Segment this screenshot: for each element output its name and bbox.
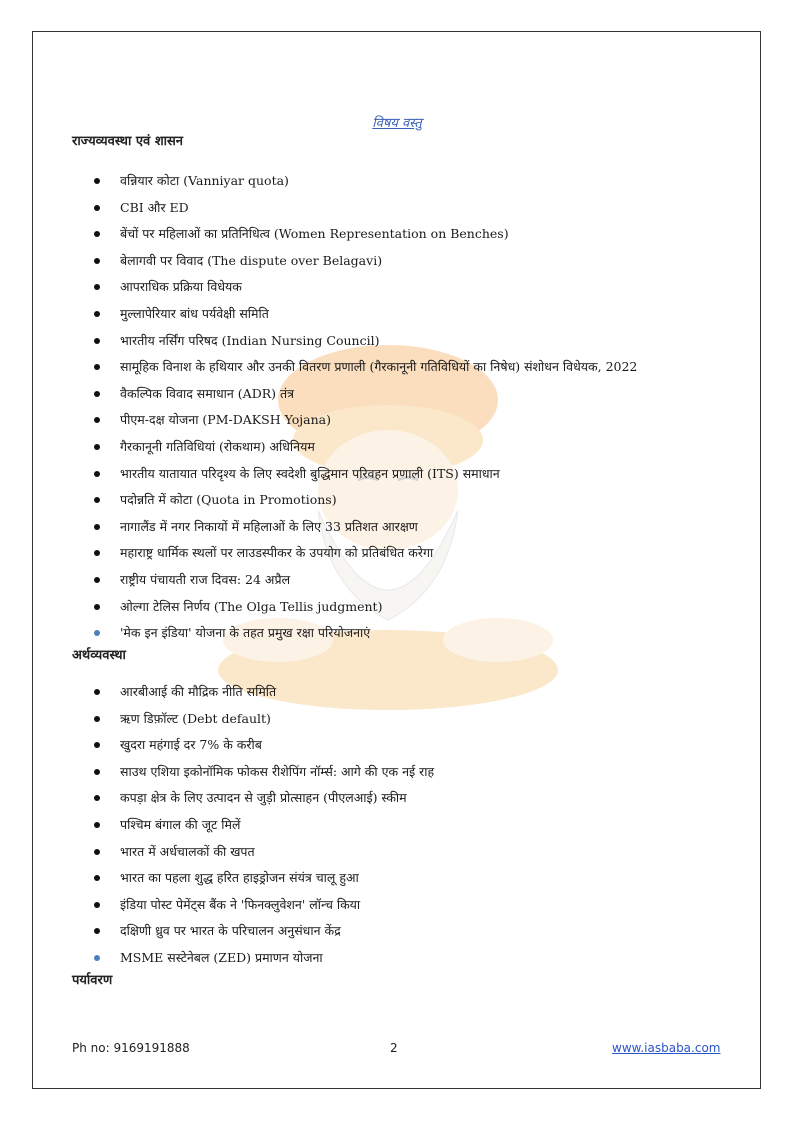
- list-item-text: दक्षिणी ध्रुव पर भारत के परिचालन अनुसंधान केंद्र: [120, 923, 341, 939]
- section-heading: अर्थव्यवस्था: [72, 648, 126, 663]
- list-item-text: 'मेक इन इंडिया' योजना के तहत प्रमुख रक्षा परियोजनाएं: [120, 625, 371, 641]
- footer-website-link[interactable]: www.iasbaba.com: [612, 1041, 721, 1055]
- list-item-text: नागालैंड में नगर निकायों में महिलाओं के लिए 33 प्रतिशत आरक्षण: [120, 518, 418, 534]
- bullet-icon: [94, 769, 100, 775]
- bullet-icon: [94, 258, 100, 264]
- bullet-icon: [94, 444, 100, 450]
- list-item-text: खुदरा महंगाई दर 7% के करीब: [120, 737, 262, 753]
- bullet-icon: [94, 205, 100, 211]
- bullet-icon: [94, 902, 100, 908]
- footer-phone: Ph no: 9169191888: [72, 1041, 190, 1055]
- bullet-icon: [94, 955, 100, 961]
- list-item-text: बेलागवी पर विवाद (The dispute over Belagavi): [120, 252, 383, 268]
- section-heading: राज्यव्यवस्था एवं शासन: [72, 134, 184, 149]
- bullet-icon: [94, 604, 100, 610]
- list-item-text: भारत में अर्धचालकों की खपत: [120, 843, 255, 859]
- bullet-icon: [94, 524, 100, 530]
- list-item-text: CBI और ED: [120, 199, 189, 215]
- list-item-text: MSME सस्टेनेबल (ZED) प्रमाणन योजना: [120, 950, 323, 965]
- bullet-icon: [94, 689, 100, 695]
- list-item-text: भारत का पहला शुद्ध हरित हाइड्रोजन संयंत्र चालू हुआ: [120, 870, 359, 886]
- list-item-text: पीएम-दक्ष योजना (PM-DAKSH Yojana): [120, 412, 331, 428]
- list-item-text: ओल्गा टेलिस निर्णय (The Olga Tellis judgment): [120, 598, 383, 614]
- list-item-text: आरबीआई की मौद्रिक नीति समिति: [120, 684, 277, 699]
- list-item-text: महाराष्ट्र धार्मिक स्थलों पर लाउडस्पीकर के उपयोग को प्रतिबंधित करेगा: [120, 545, 434, 561]
- list-item-text: वैकल्पिक विवाद समाधान (ADR) तंत्र: [120, 385, 295, 401]
- list-item-text: बेंचों पर महिलाओं का प्रतिनिधित्व (Women Representation on Benches): [120, 226, 509, 242]
- bullet-icon: [94, 471, 100, 477]
- section-heading: पर्यावरण: [72, 973, 113, 988]
- list-item-text: गैरकानूनी गतिविधियां (रोकथाम) अधिनियम: [120, 439, 315, 454]
- list-item-text: ऋण डिफ़ॉल्ट (Debt default): [120, 710, 271, 726]
- list-item-text: पदोन्नति में कोटा (Quota in Promotions): [120, 492, 337, 508]
- bullet-icon: [94, 311, 100, 317]
- list-item-text: आपराधिक प्रक्रिया विधेयक: [120, 279, 242, 295]
- bullet-icon: [94, 338, 100, 344]
- list-item-text: राष्ट्रीय पंचायती राज दिवस: 24 अप्रैल: [120, 572, 291, 587]
- bullet-icon: [94, 849, 100, 855]
- list-item-text: सामूहिक विनाश के हथियार और उनकी वितरण प्रणाली (गैरकानूनी गतिविधियों का निषेध) संशोधन विधेयक, 2022: [120, 359, 638, 375]
- list-item-text: वन्नियार कोटा (Vanniyar quota): [120, 173, 289, 188]
- list-item-text: इंडिया पोस्ट पेमेंट्स बैंक ने 'फिनक्लुवेशन' लॉन्च किया: [120, 896, 361, 912]
- document-title: विषय वस्तु: [372, 116, 422, 131]
- list-item-text: भारतीय यातायात परिदृश्य के लिए स्वदेशी बुद्धिमान परिवहन प्रणाली (ITS) समाधान: [120, 465, 500, 481]
- bullet-icon: [94, 391, 100, 397]
- list-item-text: पश्चिम बंगाल की जूट मिलें: [120, 817, 241, 832]
- bullet-icon: [94, 716, 100, 722]
- bullet-icon: [94, 577, 100, 583]
- list-item-text: साउथ एशिया इकोनॉमिक फोकस रीशेपिंग नॉर्म्स: आगे की एक नई राह: [120, 763, 435, 779]
- bullet-icon: [94, 178, 100, 184]
- bullet-icon: [94, 822, 100, 828]
- list-item-text: कपड़ा क्षेत्र के लिए उत्पादन से जुड़ी प्रोत्साहन (पीएलआई) स्कीम: [120, 790, 407, 806]
- list-item-text: मुल्लापेरियार बांध पर्यवेक्षी समिति: [120, 306, 269, 321]
- list-item-text: भारतीय नर्सिंग परिषद (Indian Nursing Council): [120, 332, 380, 348]
- footer-page-number: 2: [390, 1041, 398, 1055]
